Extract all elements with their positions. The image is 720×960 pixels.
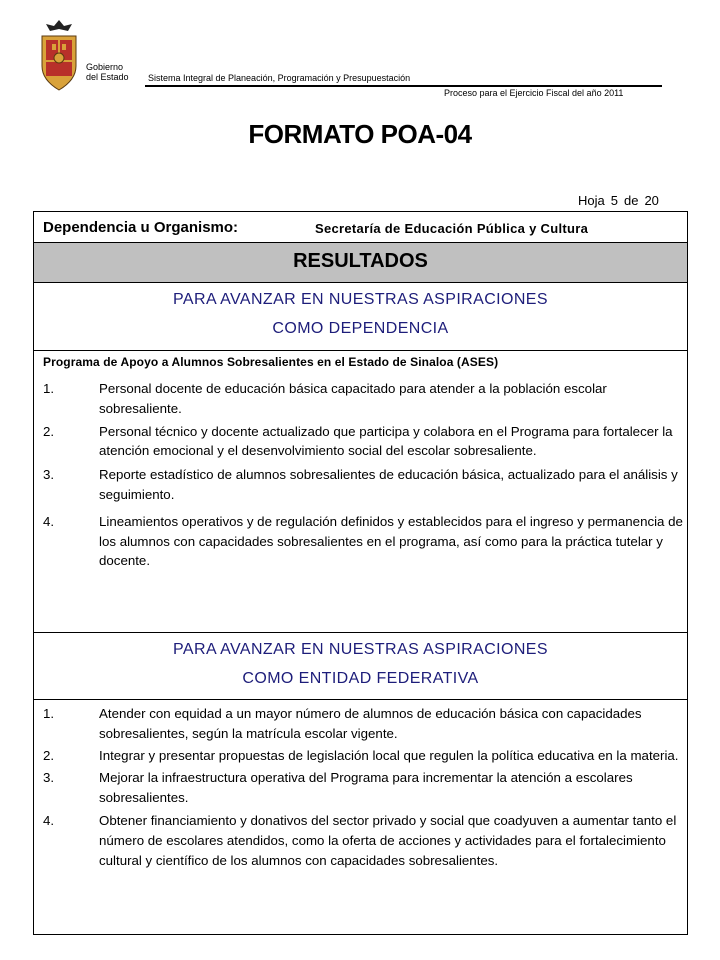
page-label: Hoja (578, 193, 605, 208)
gov-line-2: del Estado (86, 72, 129, 82)
item-number: 3. (43, 467, 55, 483)
item-number: 1. (43, 706, 55, 721)
item-number: 4. (43, 812, 55, 828)
state-coat-of-arms-icon (38, 18, 80, 94)
item-number: 4. (43, 513, 55, 529)
gov-line-1: Gobierno (86, 62, 124, 72)
item-number: 3. (43, 770, 55, 786)
page-separator: de (623, 193, 639, 208)
program-name: Programa de Apoyo a Alumnos Sobresalientes en el Estado de Sinaloa (ASES) (43, 355, 499, 369)
list-item (43, 512, 683, 571)
item-text: Atender con equidad a un mayor número de alumnos de educación básica con capacidades sobresalientes, según la matrícula escolar vigente. (99, 706, 642, 741)
dependency-label: Dependencia u Organismo: (43, 219, 239, 236)
entity-results-list (43, 704, 683, 874)
system-name: Sistema Integral de Planeación, Programación y Presupuestación (148, 73, 411, 83)
item-text: Lineamientos operativos y de regulación definidos y establecidos para el ingreso y permanencia de los alumnos con capacidades sobresalientes en el programa, así como para la práctica tutelar y docente. (99, 513, 683, 569)
header-divider (145, 85, 662, 87)
section2-line1: PARA AVANZAR EN NUESTRAS ASPIRACIONES (173, 641, 548, 658)
dependency-row (34, 212, 687, 243)
dependency-value: Secretaría de Educación Pública y Cultura (315, 221, 589, 236)
page-current: 5 (610, 193, 618, 208)
section-header-dependency (34, 283, 687, 351)
section-header-federal-entity (34, 632, 687, 700)
government-label (86, 62, 129, 82)
fiscal-process: Proceso para el Ejercicio Fiscal del año 2011 (444, 88, 624, 98)
page-counter (578, 193, 665, 208)
item-text: Integrar y presentar propuestas de legislación local que regulen la política educativa en la materia. (99, 747, 679, 763)
page-title: FORMATO POA-04 (248, 119, 472, 149)
item-text: Obtener financiamiento y donativos del sector privado y social que coadyuven a aumentar tanto el número de escolares atendidos, como la oferta de acciones y actividades para el fortalecimiento cultural y científico de los alumnos con capacidades sobresalientes. (99, 812, 677, 868)
page-total: 20 (644, 193, 659, 208)
item-text: Personal técnico y docente actualizado que participa y colabora en el Programa para fortalecer la atención emocional y el desenvolvimiento social del escolar sobresaliente. (99, 423, 673, 459)
form-frame (33, 211, 688, 935)
item-number: 1. (43, 381, 55, 396)
section1-line2: COMO DEPENDENCIA (272, 320, 449, 337)
list-item (43, 422, 683, 462)
list-item (43, 379, 683, 419)
item-number: 2. (43, 747, 55, 763)
list-item (43, 811, 683, 870)
item-number: 2. (43, 423, 55, 439)
section1-line1: PARA AVANZAR EN NUESTRAS ASPIRACIONES (173, 291, 548, 308)
list-item (43, 704, 683, 744)
list-item (43, 465, 683, 505)
item-text: Reporte estadístico de alumnos sobresalientes de educación básica, actualizado para el análisis y seguimiento. (99, 467, 678, 502)
list-item (43, 768, 683, 808)
results-heading: RESULTADOS (293, 250, 428, 272)
item-text: Personal docente de educación básica capacitado para atender a la población escolar sobresaliente. (99, 381, 607, 416)
item-text: Mejorar la infraestructura operativa del Programa para incrementar la atención a escolares sobresalientes. (99, 770, 633, 806)
dependency-results-list (43, 379, 683, 575)
list-item (43, 746, 683, 766)
section2-line2: COMO ENTIDAD FEDERATIVA (242, 670, 479, 687)
results-heading-row (34, 243, 687, 283)
